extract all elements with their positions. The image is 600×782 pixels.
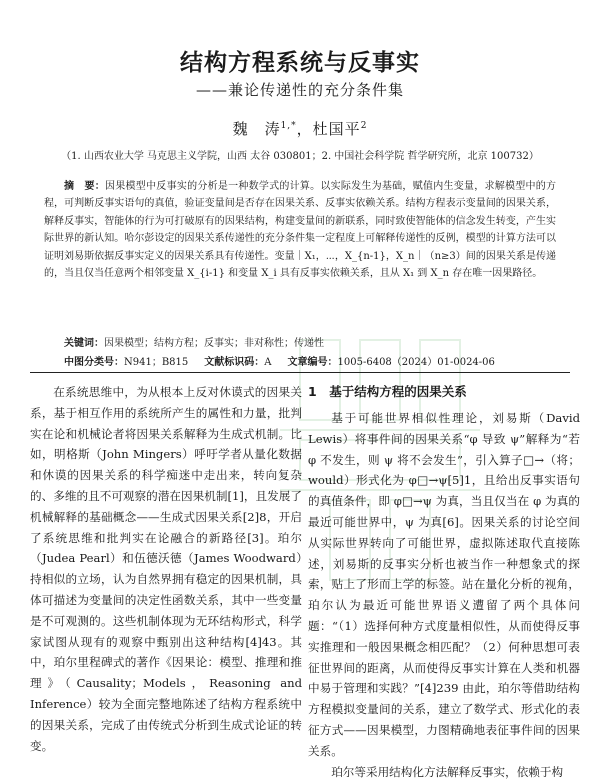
affiliations: （1. 山西农业大学 马克思主义学院，山西 太谷 030801；2. 中国社会科学院 哲学研究所，北京 100732） (61, 151, 539, 162)
header-divider (30, 372, 570, 373)
abstract-label: 摘 要： (64, 181, 106, 192)
abstract-text: 因果模型中反事实的分析是一种数学式的计算。以实际发生为基础，赋值内生变量，求解模型中的方程，可判断反事实语句的真值，验证变量间是否存在因果关系、反事实依赖关系。结构方程表示变量间的因果关系，解释反事实，智能体的行为可打破原有的因果结构，构建变量间的新联系，同时致使智能体的信念发生转变，产生实际世界的新认知。哈尔彭设定的因果关系传递性的充分条件集一定程度上可解释传递性的反例，模型的计算方法可以证明刘易斯依据反事实定义的因果关系具有传递性。变量｜X₁，⋯，X_{n-1}，X_n｜（n≥3）间的因果关系是传递的，当且仅当任意两个相邻变量 X_{i-1} 和变量 X_i 具有反事实依赖关系，且从 X₁ 到 X_n 存在唯一因果路径。 (44, 181, 557, 280)
section-heading: 1 基于结构方程的因果关系 (308, 384, 467, 399)
author-1-affiliation-mark: 1,* (280, 121, 297, 131)
abstract (44, 178, 556, 282)
intro-paragraph: 在系统思维中，为从根本上反对休谟式的因果关系，基于相互作用的系统所产生的属性和力量，批判实在论和机械论者将因果关系解释为生成式机制。比如，明格斯（John Mingers）呼吁学者从量化数据和休谟的因果关系的科学痴迷中走出来，转向复杂的、多维的且不可观察的潜在因果机制[1]，且发展了机械解释的基础概念——生成式因果关系[2]8，开启了系统思维和批判实在论融合的新路径[3]。珀尔（Judea Pearl）和伍德沃德（James Woodward）持相似的立场，认为自然界拥有稳定的因果机制，具体可描述为变量间的决定性函数关系，其中一些变量是不可观测的。这些机制体现为无环结构形式，科学家试图从现有的观察中甄别出这种结构[4]43。其中，珀尔里程碑式的著作《因果论：模型、推理和推理》（Causality；Models，Reasoning and Inference）较为全面完整地陈述了结构方程系统中的因果关系，完成了由传统式分析到生成式论证的转变。 (30, 385, 302, 753)
clc-label: 中图分类号： (64, 357, 124, 368)
article-title: 结构方程系统与反事实 (180, 50, 420, 76)
author-name-1: 魏 涛 (232, 120, 281, 138)
keywords-label: 关键词： (64, 338, 104, 349)
author-line (0, 118, 600, 139)
author-2-affiliation-mark: 2 (360, 121, 368, 131)
article-number-label: 文章编号： (287, 357, 338, 368)
left-column (30, 382, 302, 756)
article-subtitle: ——兼论传递性的充分条件集 (195, 81, 404, 99)
right-column (308, 382, 580, 782)
body-paragraph-1: 基于可能世界相似性理论，刘易斯（David Lewis）将事件间的因果关系“φ 导致 ψ”解释为“若 φ 不发生，则 ψ 将不会发生”，引入算子□→（将；would）形式化为 φ□→ψ[5]1，且给出反事实语句的真值条件，即 φ□→ψ 为真，当且仅当在 φ 为真的最近可能世界中，ψ 为真[6]。因果关系的讨论空间从实际世界转向了可能世界，虚拟陈述取代直接陈述，刘易斯的反事实分析也被当作一种想象式的探索，贴上了形而上学的标签。站在量化分析的视角，珀尔认为最近可能世界语义遭留了两个具体问题：“（1）选择何种方式度量相似性，从而使得反事实推理和一般因果概念相匹配？（2）何种思想可表征世界间的距离，从而使得反事实计算在人类和机器中易于管理和实践？”[4]239 由此，珀尔等借助结构方程模拟变量间的关系，建立了数学式、形式化的表征方式——因果模型，力图精确地表征事件间的因果关系。 (308, 411, 580, 758)
keywords-text: 因果模型；结构方程；反事实；非对称性；传递性 (104, 338, 324, 349)
clc-value: N941；B815 (124, 357, 189, 368)
body-paragraph-2: 珀尔等采用结构化方法解释反事实，依赖于构 (331, 764, 564, 779)
classification-line (44, 353, 556, 368)
article-number-value: 1005-6408（2024）01-0024-06 (337, 357, 495, 368)
doc-code-label: 文献标识码： (204, 357, 265, 368)
doc-code-value: A (264, 357, 272, 368)
keywords (44, 334, 556, 349)
author-name-2: ，杜国平 (296, 120, 361, 138)
